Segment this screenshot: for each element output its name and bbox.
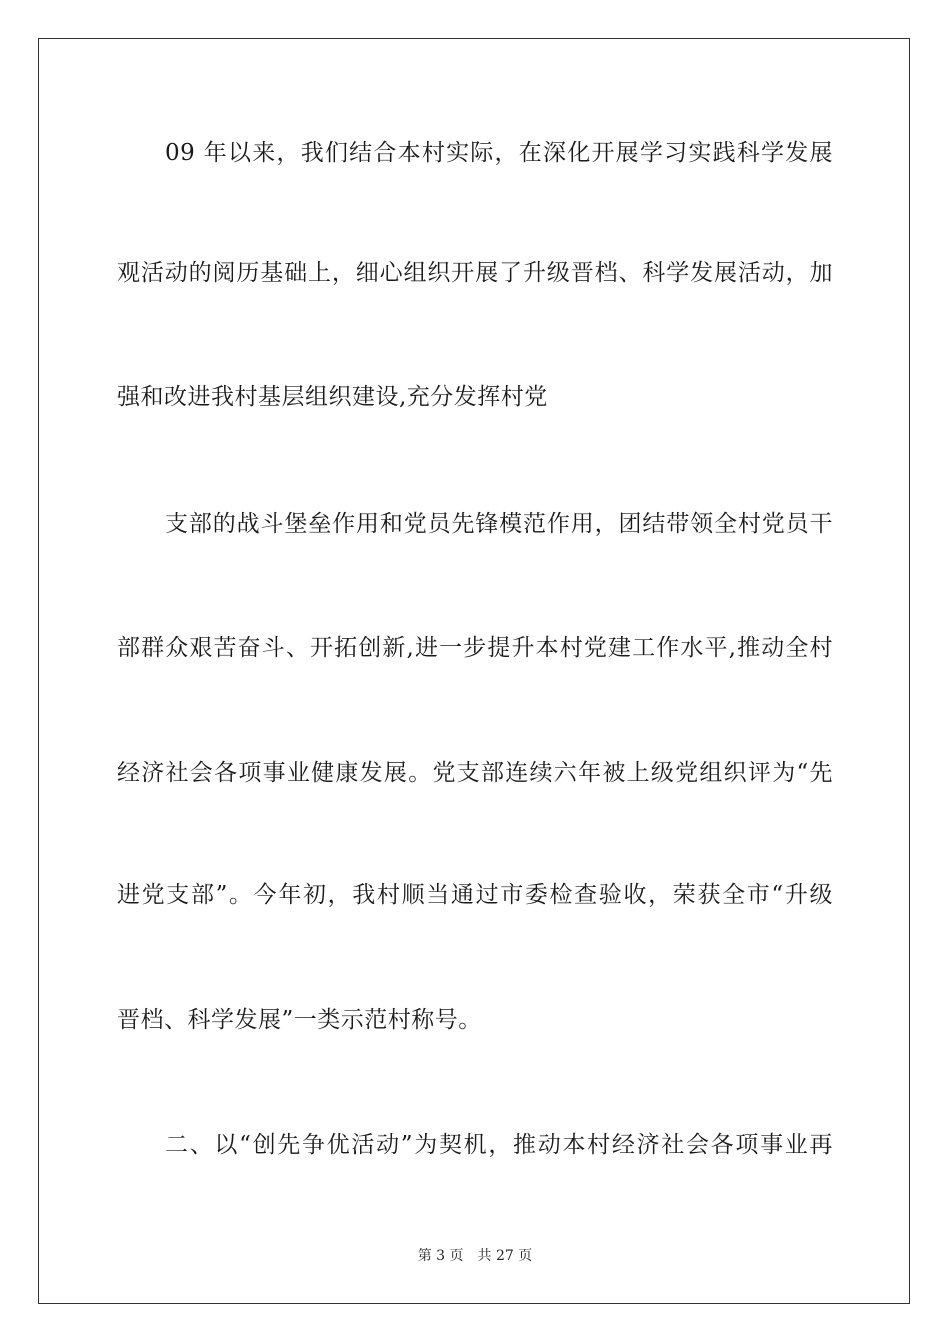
paragraph-line-3: 强和改进我村基层组织建设,充分发挥村党 (117, 384, 548, 410)
paragraph-line-1: 09 年以来，我们结合本村实际，在深化开展学习实践科学发展 (165, 140, 833, 166)
paragraph-line-5: 部群众艰苦奋斗、开拓创新,进一步提升本村党建工作水平,推动全村 (117, 635, 833, 661)
page-border (38, 38, 910, 1304)
page-number: 第 3 页 (417, 1248, 464, 1264)
paragraph-line-4: 支部的战斗堡垒作用和党员先锋模范作用，团结带领全村党员干 (165, 511, 833, 537)
paragraph-line-6: 经济社会各项事业健康发展。党支部连续六年被上级党组织评为“先 (117, 760, 833, 786)
page-footer (0, 1247, 950, 1265)
paragraph-line-2: 观活动的阅历基础上，细心组织开展了升级晋档、科学发展活动，加 (117, 260, 833, 286)
paragraph-line-9: 二、以“创先争优活动”为契机，推动本村经济社会各项事业再 (165, 1132, 833, 1158)
paragraph-line-8: 晋档、科学发展”一类示范村称号。 (117, 1007, 482, 1033)
page-total: 共 27 页 (477, 1248, 533, 1264)
paragraph-line-7: 进党支部”。今年初，我村顺当通过市委检查验收，荣获全市“升级 (117, 882, 833, 908)
